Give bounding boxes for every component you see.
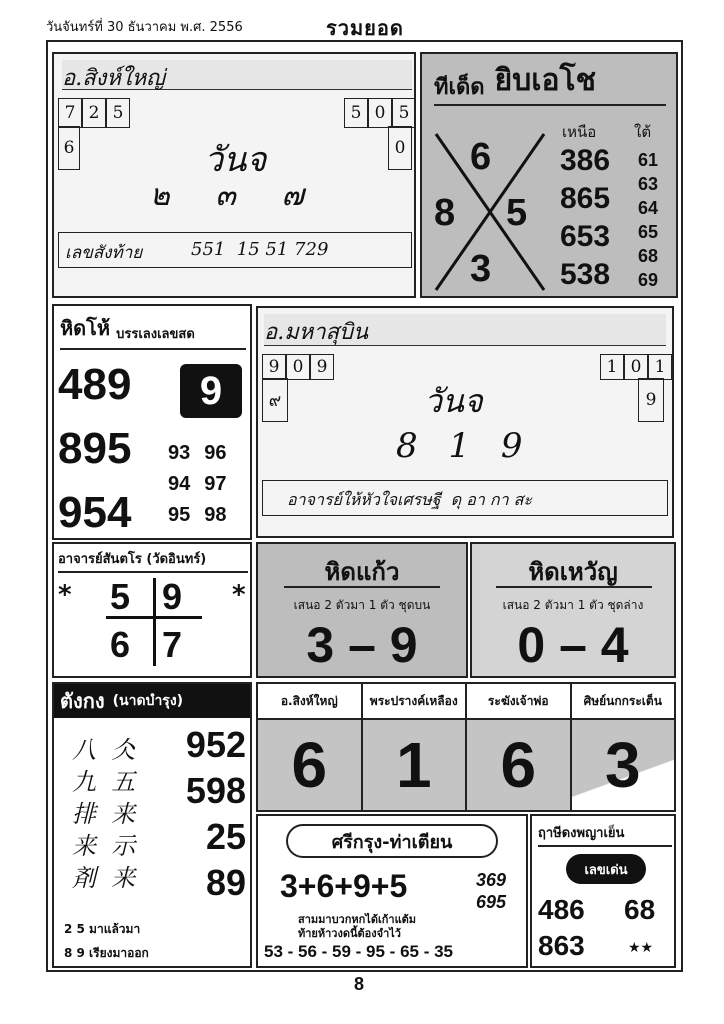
tang-kong-box xyxy=(52,682,252,968)
teacher-label: พระปรางค์เหลือง xyxy=(363,684,468,718)
hit-tho-title: หิดโห้ xyxy=(60,316,111,340)
south-number: 68 xyxy=(638,246,659,266)
x-top-digit: 6 xyxy=(470,136,492,178)
pair-row xyxy=(168,442,227,465)
x-bottom-digit: 3 xyxy=(470,248,492,290)
tang-kong-title: ตังกง xyxy=(60,689,105,713)
sri-krung-series: 53 - 56 - 59 - 95 - 65 - 35 xyxy=(264,942,453,961)
santo-digit: 7 xyxy=(162,624,183,665)
teacher-label: ศิษย์นกกระเต็น xyxy=(583,693,662,708)
sing-yai-right-side: 0 xyxy=(388,126,412,170)
maha-subin-footer xyxy=(262,480,668,516)
hit-kaeo-value: 3 – 9 xyxy=(306,617,418,673)
ruesi-number: 68 xyxy=(624,894,656,925)
pair-value: 95 xyxy=(168,504,191,526)
hit-tho-pairs xyxy=(168,442,227,527)
stars-icon: ★★ xyxy=(628,940,654,956)
maha-subin-top-left-cells xyxy=(262,354,334,380)
santo-digit: 9 xyxy=(162,576,183,617)
teacher-value: 1 xyxy=(363,720,468,810)
tang-kong-note: 8 9 เรียงมาออก xyxy=(64,946,149,960)
hit-kaeo-subtitle: เสนอ 2 ตัวมา 1 ตัว ชุดบน xyxy=(293,598,431,612)
chinese-line: 九 五 xyxy=(72,768,136,796)
cell: 7 xyxy=(58,98,82,128)
teacher-value: 6 xyxy=(258,720,363,810)
ruesi-number: 486 xyxy=(538,894,585,925)
sing-yai-title: อ.สิงห์ใหญ่ xyxy=(62,60,412,90)
hit-tho-number: 895 xyxy=(58,424,132,473)
teachers-value-row xyxy=(258,720,674,810)
pair-value: 96 xyxy=(204,442,227,464)
hit-tho-subtitle: บรรเลงเลขสด xyxy=(116,327,195,342)
star-left: * xyxy=(58,580,72,610)
pair-row xyxy=(168,473,227,496)
hit-tho-highlight: 9 xyxy=(199,368,223,413)
sri-krung-title: ศรีกรุง-ท่าเตียน xyxy=(331,831,453,853)
north-number: 865 xyxy=(560,182,611,215)
chinese-line: 八 仌 xyxy=(72,736,136,764)
maha-subin-footer-text: อาจารย์ให้หัวใจเศรษฐี ดุ อา กา สะ xyxy=(287,490,533,509)
cell: 9 xyxy=(262,354,286,380)
north-header: เหนือ xyxy=(562,123,597,141)
star-right: * xyxy=(232,580,246,610)
hit-tho-highlight-badge xyxy=(180,364,242,418)
maha-subin-top-right-cells xyxy=(600,354,672,380)
teacher-value: 3 xyxy=(572,720,675,810)
sing-yai-day: วันจ xyxy=(204,140,267,180)
north-number: 386 xyxy=(560,144,611,177)
title-underline xyxy=(496,586,652,588)
teacher-value: 6 xyxy=(467,720,572,810)
hit-tho-number: 954 xyxy=(58,488,132,537)
santo-box xyxy=(52,542,252,678)
sing-yai-top-left-cells xyxy=(58,98,130,128)
cell: 0 xyxy=(368,98,392,128)
tang-kong-number: 598 xyxy=(185,770,246,811)
cell: 1 xyxy=(648,354,672,380)
cell: 2 xyxy=(82,98,106,128)
sri-krung-note: สามมาบวกหกได้เก้าแต้ม xyxy=(298,913,417,926)
pair-value: 93 xyxy=(168,442,191,464)
hit-hwan-box xyxy=(470,542,676,678)
sri-krung-side-number: 695 xyxy=(476,892,507,912)
cell: 1 xyxy=(600,354,624,380)
south-number: 64 xyxy=(638,198,659,218)
ruesi-box xyxy=(530,814,676,968)
four-teachers-box xyxy=(256,682,676,812)
sing-yai-digits: ๒ ๓ ๗ xyxy=(150,178,322,213)
chinese-line: 剤 来 xyxy=(72,864,136,892)
yip-ohsho-header xyxy=(434,62,666,106)
hit-hwan-title: หิดเหวัญ xyxy=(528,558,618,586)
santo-digit: 6 xyxy=(110,624,131,665)
yip-ohsho-box xyxy=(420,52,678,298)
maha-subin-title: อ.มหาสุบิน xyxy=(264,314,666,346)
yip-ohsho-title: ทีเด็ด xyxy=(434,75,485,100)
maha-subin-digits: 8 1 9 xyxy=(396,426,533,466)
sing-yai-footer-numbers: 551 15 51 729 xyxy=(191,239,329,260)
chinese-characters xyxy=(72,730,136,892)
cell: 5 xyxy=(106,98,130,128)
south-header: ใต้ xyxy=(634,123,652,141)
sri-krung-note: ท้ายห้าวงดนี้ต้องจำไว้ xyxy=(298,927,401,940)
cell: 0 xyxy=(286,354,310,380)
chinese-line: 来 示 xyxy=(72,832,136,860)
teacher-label: อ.สิงห์ใหญ่ xyxy=(258,684,363,718)
yip-ohsho-name: ยิบเอโช xyxy=(494,63,596,98)
sri-krung-title-pill xyxy=(286,824,498,858)
maha-subin-left-side: ๙ xyxy=(262,378,288,422)
cell: 5 xyxy=(344,98,368,128)
tang-kong-note: 2 5 มาแล้วมา xyxy=(64,922,141,936)
north-number: 653 xyxy=(560,220,611,253)
ruesi-number: 863 xyxy=(538,930,585,961)
hit-tho-number: 489 xyxy=(58,360,132,409)
south-number: 61 xyxy=(638,150,659,170)
santo-title: อาจารย์สันตโร (วัดอินทร์) xyxy=(58,548,248,573)
tang-kong-number: 25 xyxy=(205,816,246,857)
pair-row xyxy=(168,504,227,527)
hit-tho-header xyxy=(60,312,246,350)
hit-hwan-subtitle: เสนอ 2 ตัวมา 1 ตัว ชุดล่าง xyxy=(502,598,644,612)
santo-digit: 5 xyxy=(110,576,131,617)
south-number: 65 xyxy=(638,222,659,242)
page-number: 8 xyxy=(354,974,365,994)
tang-kong-header xyxy=(54,684,250,718)
tang-kong-subtitle: (นาดบำรุง) xyxy=(112,693,184,709)
maha-subin-day: วันจ xyxy=(424,382,483,420)
south-number: 69 xyxy=(638,270,659,290)
x-left-digit: 8 xyxy=(434,192,456,234)
maha-subin-box xyxy=(256,306,674,538)
pair-value: 98 xyxy=(204,504,227,526)
ruesi-title: ฤาษีดงพญาเย็น xyxy=(538,822,672,847)
sri-krung-formula: 3+6+9+5 xyxy=(280,868,408,904)
sing-yai-footer xyxy=(58,232,412,268)
teacher-label: ระฆังเจ้าพ่อ xyxy=(467,684,572,718)
issue-date: วันจันทร์ที่ 30 ธันวาคม พ.ศ. 2556 xyxy=(46,20,243,35)
sing-yai-top-right-cells xyxy=(344,98,416,128)
ruesi-badge: เลขเด่น xyxy=(566,854,646,884)
hit-kaeo-box xyxy=(256,542,468,678)
tang-kong-number: 89 xyxy=(205,862,246,903)
sri-krung-box xyxy=(256,814,528,968)
tang-kong-number: 952 xyxy=(185,724,246,765)
cell: 9 xyxy=(310,354,334,380)
hit-kaeo-title: หิดแก้ว xyxy=(324,558,400,586)
south-number: 63 xyxy=(638,174,659,194)
sing-yai-box xyxy=(52,52,416,298)
hit-tho-box xyxy=(52,304,252,540)
santo-grid-vline xyxy=(153,578,156,666)
cell: 0 xyxy=(624,354,648,380)
tang-kong-numbers xyxy=(174,724,246,908)
maha-subin-right-side: 9 xyxy=(638,378,664,422)
north-number: 538 xyxy=(560,258,611,291)
sri-krung-side-number: 369 xyxy=(476,870,507,890)
newspaper-logo: รวมยอด xyxy=(326,16,404,40)
north-number-list xyxy=(560,144,610,292)
teachers-header-row xyxy=(258,684,674,720)
sing-yai-footer-label: เลขสังท้าย xyxy=(65,243,143,263)
x-right-digit: 5 xyxy=(506,192,528,234)
sing-yai-left-side: 6 xyxy=(58,126,80,170)
hit-hwan-value: 0 – 4 xyxy=(517,617,629,673)
south-number-list xyxy=(638,150,658,294)
pair-value: 94 xyxy=(168,473,191,495)
title-underline xyxy=(284,586,440,588)
chinese-line: 排 来 xyxy=(72,800,136,828)
pair-value: 97 xyxy=(204,473,227,495)
cell: 5 xyxy=(392,98,416,128)
